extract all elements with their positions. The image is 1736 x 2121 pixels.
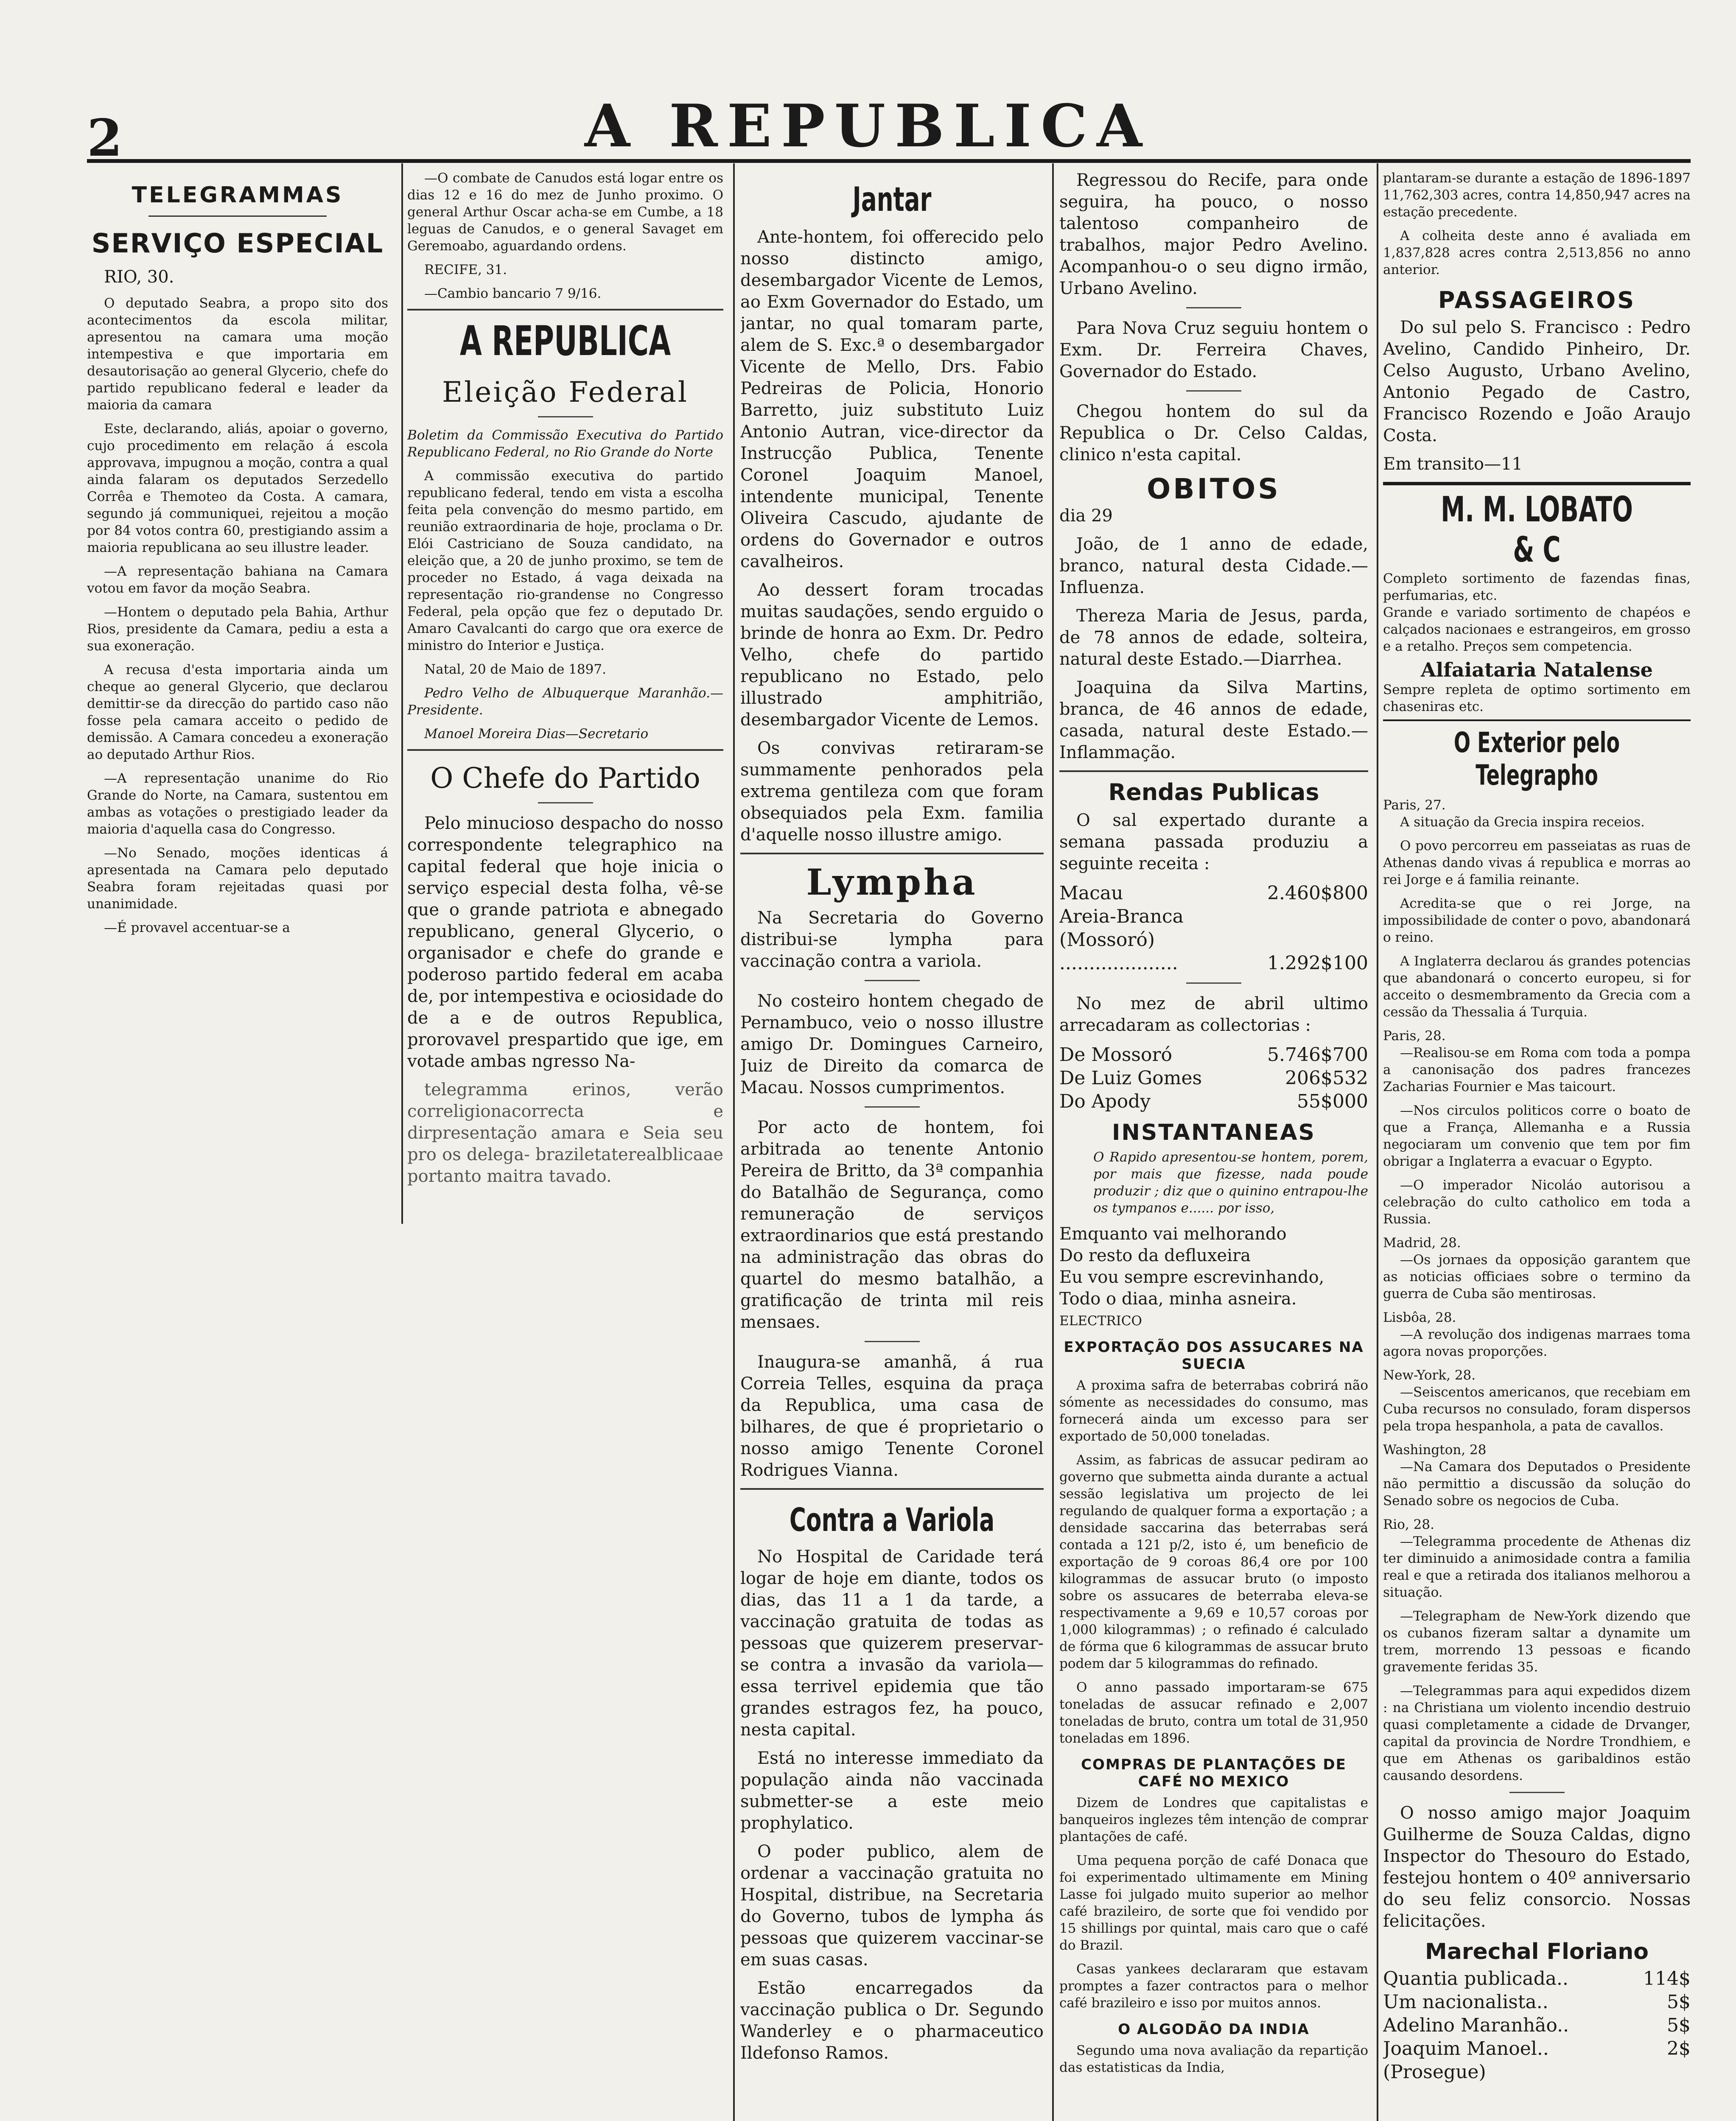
paragraph: —Seiscentos americanos, que recebiam em Cuba recursos no consulado, foram dispersos pela tropa hespanhola, a pata de cavallos. [1383, 1385, 1691, 1434]
exchange-rate: —Cambio bancario 7 9/16. [424, 286, 602, 301]
paragraph: Ante-hontem, foi offerecido pelo nosso distincto amigo, desembargador Vicente de Lemos, ao Exm Governador do Estado, um jantar, no qual tomaram parte, alem de S. Exc.ª o desembargador Vicente de Mello, Drs. Fabio Pedreiras de Policia, Honorio Barretto, juiz substituto Luiz Antonio Autran, vice-director da Instrucção Publica, Tenente Coronel Joaquim Manoel, intendente municipal, Tenente Oliveira Cascudo, ajudante de ordens do Governador e outros cavalheiros. [740, 227, 1044, 571]
lobato-advertisement [1383, 482, 1691, 721]
table-cell [1267, 905, 1368, 951]
column-jantar [740, 170, 1044, 2121]
paragraph: —A revolução dos indigenas marraes toma agora novas proporções. [1383, 1327, 1691, 1359]
paragraph: —Hontem o deputado pela Bahia, Arthur Rios, presidente da Camara, pediu a esta a sua exoneração. [87, 604, 388, 654]
dateline: RIO, 30. [104, 267, 174, 287]
instantaneas-title: INSTANTANEAS [1112, 1120, 1316, 1145]
divider [148, 215, 327, 217]
table-row [1059, 1066, 1368, 1090]
ad-tailor: Alfaiataria Natalense [1421, 658, 1653, 681]
paragraph: Assim, as fabricas de assucar pediram ao governo que submetta ainda durante a actual sessão legislativa um projecto de lei regulando de qualquer forma a exportação ; a densidade saccarina das beterrabas será contada a 121 p/2, isto é, um beneficio de exportação de 9 coroas 86,4 ore por 100 kilogrammas de assucar bruto (o imposto sobre os assucares de beterraba eleva-se respectivamente a 9,69 e 10,57 coroas por 1,000 kilogrammas) ; o refinado é calculado de fórma que 6 kilogrammas de assucar bruto podem dar 5 kilogrammas do refinado. [1059, 1452, 1368, 1671]
divider [538, 802, 593, 803]
column-telegrammas [87, 170, 388, 1273]
page-number: 2 [87, 108, 123, 168]
passageiros-title: PASSAGEIROS [1438, 287, 1636, 313]
paragraph: Uma pequena porção de café Donaca que foi experimentado ultimamente em Mining Lasse foi julgado muito superior ao melhor café brazileiro, de sorte que foi vendido por 15 shillings por quintal, mais caro que o café do Brazil. [1059, 1853, 1368, 1953]
paragraph: Acredita-se que o rei Jorge, na impossibilidade de conter o povo, abandonará o reino. [1383, 896, 1691, 945]
paragraph: Este, declarando, aliás, apoiar o governo, cujo procedimento em relação á escola approvava, impugnou a moção, contra a qual ainda falaram os deputados Serzedello Corrêa e Themoteo da Costa. A camara, segundo já communiquei, rejeitou a moção por 84 votos contra 60, prestigiando assim a maioria republicana ao seu illustre leader. [87, 421, 388, 555]
table-row [1383, 1990, 1691, 2014]
dateline: RECIFE, 31. [424, 262, 507, 277]
paragraph: —No Senado, moções identicas á apresentada na Camara pelo deputado Seabra foram rejeitadas quasi por unanimidade. [87, 845, 388, 912]
table-cell: 5.746$700 [1267, 1044, 1368, 1066]
paragraph: A situação da Grecia inspira receios. [1400, 814, 1645, 830]
paragraph: O povo percorreu em passeiatas as ruas de Athenas dando vivas á republica e morras ao rei Jorge e á familia reinante. [1383, 838, 1691, 887]
table-cell: Do Apody [1059, 1091, 1151, 1112]
table-row [1059, 1090, 1368, 1113]
paragraph: O anno passado importaram-se 675 toneladas de assucar refinado e 2,007 toneladas de bruto, contra um total de 31,950 toneladas em 1896. [1059, 1680, 1368, 1746]
article-title: O ALGODÃO DA INDIA [1118, 2021, 1310, 2038]
headline: Lympha [806, 861, 978, 903]
paragraph: O sal expertado durante a semana passada produziu a seguinte receita : [1059, 811, 1368, 873]
table-cell: 1.292$100 [1267, 952, 1368, 974]
headline: Jantar [852, 181, 932, 219]
paragraph: —Os jornaes da opposição garantem que as noticias officiaes sobre o termino da guerra de Cuba são mentirosas. [1383, 1252, 1691, 1301]
divider [865, 980, 920, 981]
paragraph: A Inglaterra declarou ás grandes potencias que abandonará o concerto europeu, si for acceito o desmembramento da Grecia com a cessão da Thessalia á Turquia. [1383, 954, 1691, 1020]
ad-title: M. M. LOBATO & C [1441, 490, 1633, 570]
paragraph: Chegou hontem do sul da Republica o Dr. Celso Caldas, clinico n'esta capital. [1059, 402, 1368, 464]
divider [740, 1488, 1044, 1490]
paragraph: —Telegrapham de New-York dizendo que os cubanos fizeram saltar a dynamite um trem, morrendo 13 pessoas e ficando gravemente feridas 35. [1383, 1609, 1691, 1675]
table-row [1059, 905, 1368, 951]
table-cell: Joaquim Manoel.. [1383, 2038, 1549, 2059]
paragraph: —Telegramma procedente de Athenas diz ter diminuido a animosidade contra a familia real e que a retirada dos italianos melhorou a situação. [1383, 1534, 1691, 1600]
paragraph: No Hospital de Caridade terá logar de hoje em diante, todos os dias, das 11 a 1 da tarde, a vaccinação gratuita de todas as pessoas que quizerem preservar-se contra a invasão da variola—essa terrivel epidemia que tão grandes estragos fez, ha pouco, nesta capital. [740, 1547, 1044, 1740]
signature: Manoel Moreira Dias—Secretario [424, 726, 649, 742]
table-cell: 55$000 [1297, 1091, 1368, 1112]
republica-banner: A REPUBLICA [459, 317, 671, 365]
table-cell: (Prosegue) [1383, 2061, 1486, 2083]
epigraph: O Rapido apresentou-se hontem, porem, por mais que fizesse, nada poude produzir ; diz que o quinino entrapou-lhe os tympanos e...... por isso, [1093, 1150, 1368, 1216]
table-cell: Adelino Maranhão.. [1383, 2015, 1569, 2036]
transito: Em transito—11 [1383, 454, 1523, 474]
dateline: New-York, 28. [1383, 1368, 1476, 1383]
table-row [1383, 2014, 1691, 2037]
paragraph: Está no interesse immediato da população ainda não vaccinada submetter-se a este meio prophylatico. [740, 1749, 1044, 1833]
paragraph: —É provavel accentuar-se a [104, 920, 290, 935]
divider [740, 853, 1044, 854]
paragraph: Na Secretaria do Governo distribui-se lympha para vaccinação contra a variola. [740, 908, 1044, 971]
table-cell: 206$532 [1285, 1067, 1368, 1089]
masthead-rule [87, 159, 1691, 163]
table-cell: Areia-Branca (Mossoró) [1059, 906, 1184, 951]
table-cell: De Mossoró [1059, 1044, 1173, 1066]
floriano-title: Marechal Floriano [1425, 1939, 1649, 1964]
obito-entry: Joaquina da Silva Martins, branca, de 46 annos de edade, casada, natural deste Estado.—Inflammação. [1059, 678, 1368, 762]
ad-line: Completo sortimento de fazendas finas, perfumarias, etc. [1383, 571, 1691, 603]
table-cell: 2$ [1667, 2038, 1691, 2059]
column-exterior [1383, 170, 1691, 2121]
paragraph: Estão encarregados da vaccinação publica o Dr. Segundo Wanderley e o pharmaceutico Ildefonso Ramos. [740, 1978, 1044, 2063]
dateline: Rio, 28. [1383, 1517, 1434, 1532]
paragraph: —O imperador Nicoláo autorisou a celebração do culto catholico em toda a Russia. [1383, 1178, 1691, 1227]
subhead: Boletim da Commissão Executiva do Partido Republicano Federal, no Rio Grande do Norte [407, 428, 723, 460]
paragraph: No mez de abril ultimo arrecadaram as collectorias : [1059, 994, 1368, 1035]
column-eleicao [407, 170, 723, 2121]
paragraph: telegramma erinos, verão correligionacorrecta e dirpresentação amara e Seia seu pro os delega- braziletaterealblicaae portanto maitra tavado. [407, 1080, 723, 1186]
verse-line: Emquanto vai melhorando [1059, 1224, 1287, 1244]
table-cell: 114$ [1643, 1968, 1691, 1989]
paragraph: Segundo uma nova avaliação da repartição das estatisticas da India, [1059, 2043, 1368, 2075]
paragraph: O poder publico, alem de ordenar a vaccinação gratuita no Hospital, distribue, na Secretaria do Governo, tubos de lympha ás pessoas que quizerem vaccinar-se em suas casas. [740, 1842, 1044, 1970]
column-noticias [1059, 170, 1368, 2121]
paragraph: —A representação bahiana na Camara votou em favor da moção Seabra. [87, 564, 388, 596]
paragraph: Inaugura-se amanhã, á rua Correia Telles, esquina da praça da Republica, uma casa de bilhares, de que é proprietario o nosso amigo Tenente Coronel Rodrigues Vianna. [740, 1352, 1044, 1480]
paragraph: A colheita deste anno é avaliada em 1,837,828 acres contra 2,513,856 no anno anterior. [1383, 228, 1691, 277]
subsection-title: SERVIÇO ESPECIAL [91, 228, 384, 259]
paragraph: Ao dessert foram trocadas muitas saudações, sendo erguido o brinde de honra ao Exm. Dr. Pedro Velho, chefe do partido republicano no Estado, pelo illustrado amphitrião, desembargador Vicente de Lemos. [740, 580, 1044, 730]
table-row [1059, 951, 1368, 975]
column-rule-4 [1377, 163, 1378, 2121]
table-row [1383, 2060, 1691, 2084]
divider [1186, 390, 1241, 392]
divider [407, 309, 723, 311]
collectorias-table [1059, 1043, 1368, 1113]
table-cell: 5$ [1667, 1991, 1691, 2013]
paragraph: —Na Camara dos Deputados o Presidente não permittio a discussão da solução do Senado sobre os negocios de Cuba. [1383, 1459, 1691, 1508]
column-rule-1 [401, 163, 403, 1224]
paragraph: Regressou do Recife, para onde seguira, ha pouco, o nosso talentoso companheiro de trabalhos, major Pedro Avelino. Acompanhou-o o seu digno irmão, Urbano Avelino. [1059, 171, 1368, 298]
paragraph: A recusa d'esta importaria ainda um cheque ao general Glycerio, que declarou demittir-se da direcção do partido caso não fosse pela camara acceito o pedido de demissão. A Camara concedeu a exoneração ao deputado Arthur Rios. [87, 662, 388, 762]
obitos-day: dia 29 [1059, 506, 1113, 526]
table-cell: .................... [1059, 952, 1178, 974]
table-row [1383, 2037, 1691, 2060]
table-cell: 5$ [1667, 2015, 1691, 2036]
paragraph: —Nos circulos politicos corre o boato de que a França, Allemanha e a Russia negociaram um convenio que tem por fim obrigar a Inglaterra a evacuar o Egypto. [1383, 1103, 1691, 1169]
divider [538, 416, 593, 417]
bulletin-text: A commissão executiva do partido republicano federal, tendo em vista a escolha feita pela convenção do mesmo partido, em reunião extraordinaria de hoje, proclama o Dr. Elói Castriciano de Souza candidato, na eleição que, a 20 de junho proximo, se tem de proceder no Estado, á vaga deixada na representação rio-grandense no Congresso Federal, pela opção que fez o deputado Dr. Amaro Cavalcanti do cargo que ora exerce de ministro do Interior e Justiça. [407, 468, 723, 653]
table-cell: Quantia publicada.. [1383, 1968, 1569, 1989]
dateline: Madrid, 28. [1383, 1235, 1461, 1251]
dateline: Paris, 28. [1383, 1028, 1446, 1044]
divider [1509, 1792, 1565, 1793]
paragraph: Pelo minucioso despacho do nosso correspondente telegraphico na capital federal que hoje inicia o serviço especial desta folha, vê-se que o grande patriota e abnegado republicano, general Glycerio, o organisador e chefe do grande e poderoso partido federal em acaba de, por intempestiva e ociosidade do de a e de outros Republica, prorovavel prespartido que ige, em votade ambas ngresso Na- [407, 814, 723, 1071]
divider [865, 1341, 920, 1342]
section-title: TELEGRAMMAS [132, 182, 344, 208]
paragraph: —Telegrammas para aqui expedidos dizem : na Christiana um violento incendio destruio quasi completamente a cidade de Drvanger, capital da provincia de Nordre Trondhiem, e que em Athenas os garibaldinos estão causando desordens. [1383, 1683, 1691, 1783]
headline: Eleição Federal [442, 376, 689, 409]
divider [1186, 982, 1241, 984]
table-cell: Macau [1059, 882, 1123, 904]
dateline: Paris, 27. [1383, 797, 1446, 813]
newspaper-title: A REPUBLICA [584, 91, 1152, 160]
paragraph: Para Nova Cruz seguiu hontem o Exm. Dr. Ferreira Chaves, Governador do Estado. [1059, 319, 1368, 381]
ad-line: Sempre repleta de optimo sortimento em chaseniras etc. [1383, 682, 1691, 714]
article-title: EXPORTAÇÃO DOS ASSUCARES NA SUECIA [1064, 1339, 1364, 1373]
table-cell: 2.460$800 [1267, 882, 1368, 904]
bulletin-date: Natal, 20 de Maio de 1897. [424, 662, 606, 677]
signature: ELECTRICO [1059, 1313, 1142, 1329]
verse-line: Do resto da defluxeira [1059, 1246, 1251, 1265]
paragraph: O nosso amigo major Joaquim Guilherme de Souza Caldas, digno Inspector do Thesouro do Estado, festejou hontem o 40º anniversario do seu feliz consorcio. Nossas felicitações. [1383, 1803, 1691, 1931]
paragraph: No costeiro hontem chegado de Pernambuco, veio o nosso illustre amigo Dr. Domingues Carneiro, Juiz de Direito da comarca de Macau. Nossos cumprimentos. [740, 991, 1044, 1097]
table-cell: Um nacionalista.. [1383, 1991, 1548, 2013]
headline: O Chefe do Partido [430, 762, 700, 795]
signature: Pedro Velho de Albuquerque Maranhão.—Presidente. [407, 686, 723, 718]
article-title: COMPRAS DE PLANTAÇÕES DE CAFÉ NO MEXICO [1081, 1756, 1347, 1790]
obitos-title: OBITOS [1147, 473, 1281, 505]
paragraph: Do sul pelo S. Francisco : Pedro Avelino, Candido Pinheiro, Dr. Celso Augusto, Urbano Avelino, Antonio Pegado de Castro, Francisco Rozendo e João Araujo Costa. [1383, 318, 1691, 445]
paragraph: Os convivas retiraram-se summamente penhorados pela extrema gentileza com que foram obsequiados pela Exm. familia d'aquelle nosso illustre amigo. [740, 739, 1044, 845]
obito-entry: João, de 1 anno de edade, branco, natural desta Cidade.—Influenza. [1059, 534, 1368, 597]
paragraph: —O combate de Canudos está logar entre os dias 12 e 16 do mez de Junho proximo. O general Arthur Oscar acha-se em Cumbe, a 18 leguas de Canudos, e o general Savaget em Geremoabo, aguardando ordens. [407, 171, 723, 254]
verse-line: Todo o diaa, minha asneira. [1059, 1289, 1297, 1309]
divider [865, 1106, 920, 1108]
table-row [1383, 1967, 1691, 1990]
paragraph: A proxima safra de beterrabas cobrirá não sómente as necessidades do consumo, mas fornecerá ainda um excesso para ser exportado de 50,000 toneladas. [1059, 1378, 1368, 1444]
headline: Contra a Variola [789, 1501, 995, 1539]
divider [407, 749, 723, 751]
paragraph: O deputado Seabra, a propo sito dos acontecimentos da escola militar, apresentou na camara uma moção intempestiva e que importaria em desautorisação ao general Glycerio, chefe do partido republicano federal e leader da maioria da camara [87, 296, 388, 413]
headline: O Exterior pelo Telegrapho [1453, 726, 1620, 792]
paragraph: —A representação unanime do Rio Grande do Norte, na Camara, sustentou em ambas as votações o prestigiado leader da maioria d'aquella casa do Congresso. [87, 771, 388, 837]
rendas-table [1059, 881, 1368, 975]
divider [1059, 770, 1368, 772]
column-rule-2 [733, 163, 735, 2121]
divider [1186, 307, 1241, 308]
verse-line: Eu vou sempre escrevinhando, [1059, 1268, 1324, 1287]
obito-entry: Thereza Maria de Jesus, parda, de 78 annos de edade, solteira, natural deste Estado.—Diarrhea. [1059, 606, 1368, 669]
table-row [1059, 881, 1368, 905]
floriano-table [1383, 1967, 1691, 2084]
dateline: Washington, 28 [1383, 1442, 1487, 1458]
paragraph: —Realisou-se em Roma com toda a pompa a canonisação dos padres francezes Zacharias Fournier e Mas taicourt. [1383, 1045, 1691, 1094]
paragraph: Por acto de hontem, foi arbitrada ao tenente Antonio Pereira de Britto, da 3ª companhia do Batalhão de Segurança, como remuneração de serviços extraordinarios que está prestando na administração das obras do quartel do mesmo batalhão, a gratificação de trinta mil reis mensaes. [740, 1118, 1044, 1332]
paragraph: plantaram-se durante a estação de 1896-1897 11,762,303 acres, contra 14,850,947 acres na estação precedente. [1383, 171, 1691, 220]
dateline: Lisbôa, 28. [1383, 1310, 1456, 1325]
column-rule-3 [1052, 163, 1054, 2121]
table-cell: De Luiz Gomes [1059, 1067, 1202, 1089]
table-cell [1628, 2060, 1691, 2084]
paragraph: Casas yankees declararam que estavam promptes a fazer contractos para o melhor café brazileiro e isso por muitos annos. [1059, 1962, 1368, 2011]
table-row [1059, 1043, 1368, 1066]
paragraph: Dizem de Londres que capitalistas e banqueiros inglezes têm intenção de comprar plantações de café. [1059, 1795, 1368, 1844]
rendas-title: Rendas Publicas [1108, 779, 1319, 806]
ad-line: Grande e variado sortimento de chapéos e calçados nacionaes e estrangeiros, em grosso e a retalho. Preços sem competencia. [1383, 605, 1691, 654]
